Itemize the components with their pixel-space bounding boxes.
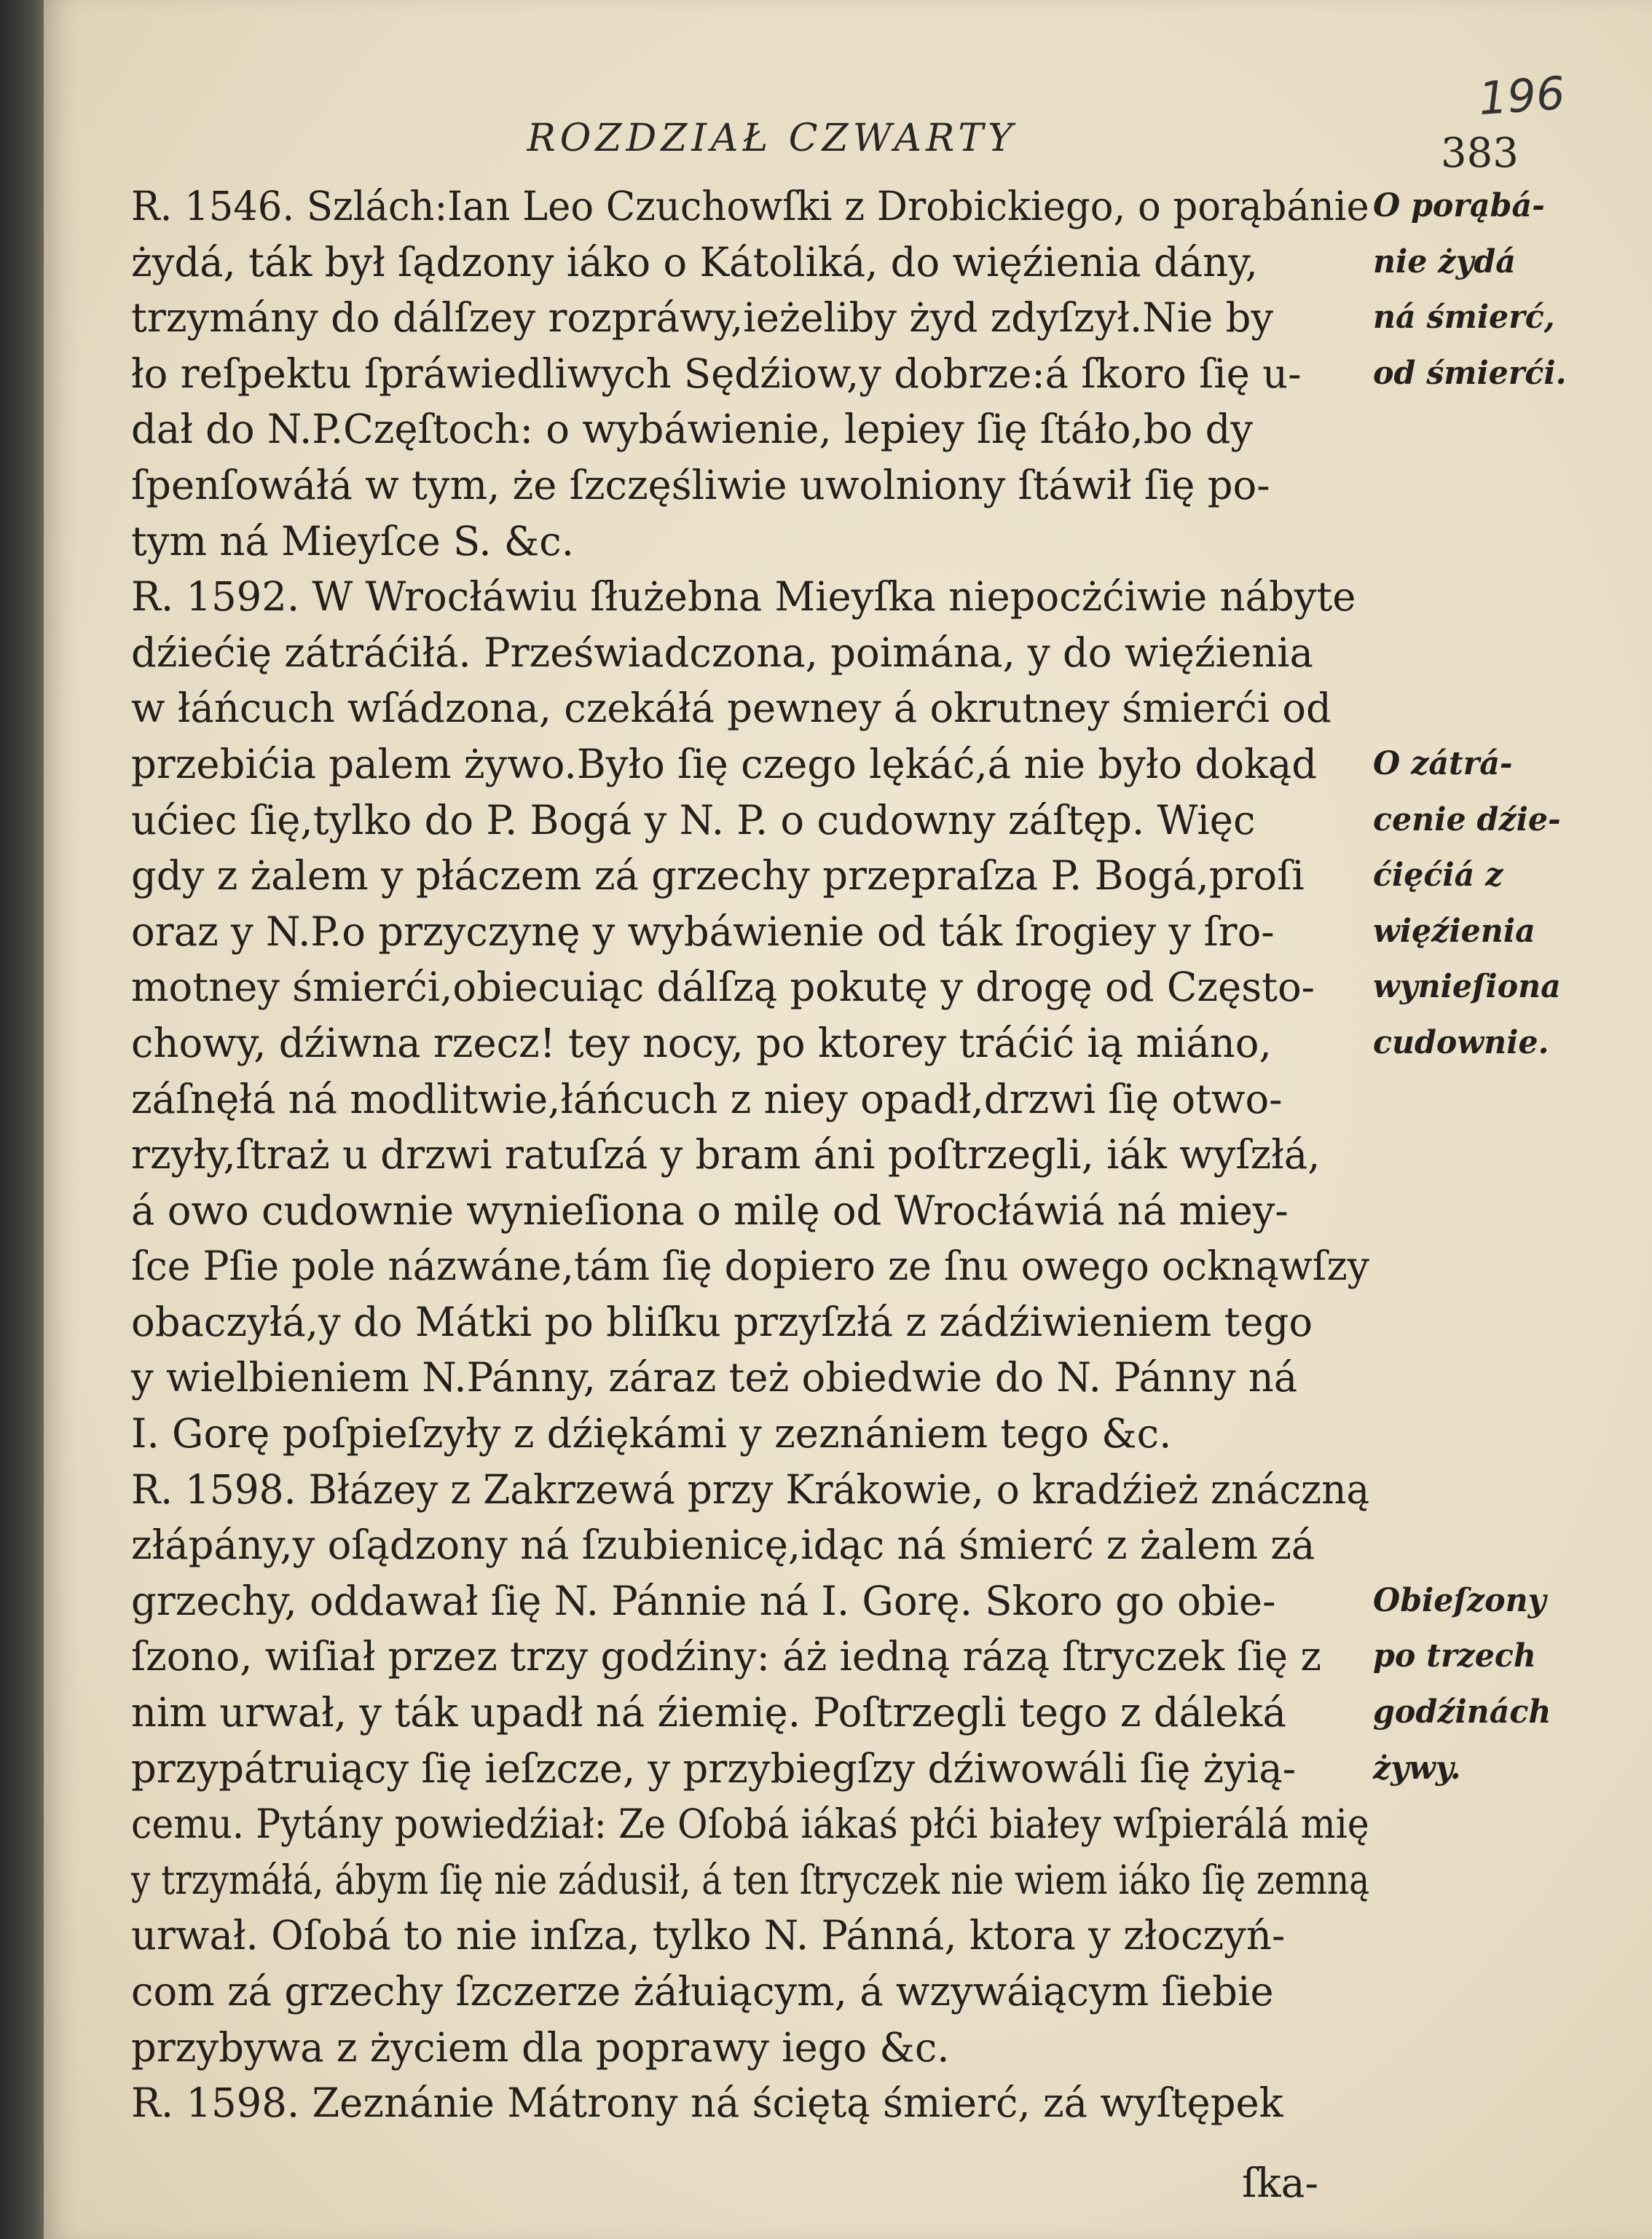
margin-note bbox=[1373, 513, 1613, 570]
margin-notes bbox=[1373, 178, 1621, 1796]
handwritten-folio-number: 196 bbox=[1476, 66, 1567, 126]
book-gutter bbox=[0, 0, 44, 2239]
margin-note bbox=[1373, 1183, 1613, 1239]
margin-note bbox=[1373, 1406, 1613, 1462]
text-line: grzechy, oddawał ſię N. Pánnie ná I. Gorę. Skoro go obie- bbox=[131, 1577, 1276, 1624]
text-line: I. Gorę poſpieſzyły z dźiękámi y zeznániem tego &c. bbox=[131, 1410, 1172, 1457]
text-line: obaczyłá,y do Mátki po bliſku przyſzłá z zádźiwieniem tego bbox=[131, 1298, 1313, 1345]
text-line: ſzono, wiſiał przez trzy godźiny: áż iedną rázą ſtryczek ſię z bbox=[131, 1633, 1322, 1680]
text-line: tym ná Mieyſce S. &c. bbox=[131, 517, 575, 564]
text-line: záſnęłá ná modlitwie,łáńcuch z niey opadł,drzwi ſię otwo- bbox=[131, 1075, 1283, 1122]
text-line: R. 1546. Szlách:Ian Leo Czuchowſki z Drobickiego, o porąbánie bbox=[131, 183, 1369, 229]
margin-note bbox=[1373, 1462, 1613, 1518]
margin-note bbox=[1373, 1238, 1613, 1294]
text-line: trzymány do dálſzey rozpráwy,ieżeliby żyd zdyſzył.Nie by bbox=[131, 294, 1274, 342]
text-line: przypátruiący ſię ieſzcze, y przybiegſzy dźiwowáli ſię żyią- bbox=[131, 1744, 1297, 1792]
text-line: oraz y N.P.o przyczynę y wybáwienie od ták ſrogiey y ſro- bbox=[131, 908, 1275, 955]
margin-note: cudownie. bbox=[1373, 1023, 1549, 1061]
margin-note bbox=[1373, 1350, 1613, 1406]
text-line: złápány,y oſądzony ná ſzubienicę,idąc ná śmierć z żalem zá bbox=[131, 1522, 1315, 1569]
book-page bbox=[44, 0, 1652, 2239]
text-line: dał do N.P.Częſtoch: o wybáwienie, lepiey ſię ſtáło,bo dy bbox=[131, 406, 1254, 453]
text-line: przebićia palem żywo.Było ſię czego lękáć,á nie było dokąd bbox=[131, 740, 1318, 787]
text-line: y trzymáłá, ábym ſię nie zádusił, á ten ſtryczek nie wiem iáko ſię zemną bbox=[131, 1856, 1370, 1903]
text-line: przybywa z życiem dla poprawy iego &c. bbox=[131, 2023, 950, 2071]
margin-note: wynieſiona bbox=[1373, 968, 1561, 1006]
text-line: R. 1598. Błázey z Zakrzewá przy Krákowie, o kradźież znáczną bbox=[131, 1465, 1370, 1513]
margin-note: więźienia bbox=[1373, 912, 1535, 950]
text-line: w łáńcuch wſádzona, czekáłá pewney á okrutney śmierći od bbox=[131, 685, 1332, 732]
margin-note: ná śmierć, bbox=[1373, 299, 1555, 337]
margin-note: po trzech bbox=[1373, 1637, 1536, 1675]
text-line: ſpenſowáłá w tym, że ſzczęśliwie uwolniony ſtáwił ſię po- bbox=[131, 461, 1270, 508]
catchword: ſka- bbox=[1242, 2160, 1319, 2206]
margin-note: od śmierći. bbox=[1373, 354, 1567, 392]
text-line: urwał. Oſobá to nie inſza, tylko N. Pánná, ktora y złoczyń- bbox=[131, 1912, 1286, 1959]
margin-note bbox=[1373, 1294, 1613, 1350]
margin-note bbox=[1373, 625, 1613, 681]
text-line: R. 1598. Zeznánie Mátrony ná ściętą śmierć, zá wyſtępek bbox=[131, 2079, 1283, 2127]
margin-note bbox=[1373, 680, 1613, 736]
margin-note bbox=[1373, 1517, 1613, 1573]
text-line: ućiec ſię,tylko do P. Bogá y N. P. o cudowny záſtęp. Więc bbox=[131, 796, 1256, 843]
body-text bbox=[131, 178, 1384, 2131]
text-line: cemu. Pytány powiedźiał: Ze Oſobá iákaś płći białey wſpierálá mię bbox=[131, 1801, 1369, 1848]
margin-note bbox=[1373, 569, 1613, 625]
text-line: dźiećię zátráćiłá. Przeświadczona, poimána, y do więźienia bbox=[131, 629, 1313, 676]
text-line: nim urwał, y ták upadł ná źiemię. Poſtrzegli tego z dáleká bbox=[131, 1689, 1286, 1736]
margin-note: O zátrá- bbox=[1373, 744, 1513, 782]
page-number: 383 bbox=[1441, 130, 1519, 177]
text-line: rzyły,ſtraż u drzwi ratuſzá y bram áni poſtrzegli, iák wyſzłá, bbox=[131, 1131, 1321, 1178]
text-line: gdy z żalem y płáczem zá grzechy przepraſza P. Bogá,proſi bbox=[131, 852, 1305, 900]
text-line: y wielbieniem N.Pánny, záraz też obiedwie do N. Pánny ná bbox=[131, 1354, 1298, 1401]
text-line: żydá, ták był ſądzony iáko o Kátoliká, do więźienia dány, bbox=[131, 238, 1258, 286]
running-head: ROZDZIAŁ CZWARTY bbox=[527, 117, 1018, 160]
text-line: chowy, dźiwna rzecz! tey nocy, po ktorey tráćić ią miáno, bbox=[131, 1019, 1272, 1066]
margin-note: ćięćiá z bbox=[1373, 857, 1503, 894]
margin-note: Obieſzony bbox=[1373, 1581, 1546, 1619]
margin-note: żywy. bbox=[1373, 1749, 1461, 1787]
margin-note bbox=[1373, 457, 1613, 513]
text-line: á owo cudownie wynieſiona o milę od Wrocłáwiá ná miey- bbox=[131, 1187, 1289, 1234]
margin-note bbox=[1373, 401, 1613, 457]
margin-note bbox=[1373, 1127, 1613, 1183]
text-line: R. 1592. W Wrocłáwiu ſłużebna Mieyſka niepocżćiwie nábyte bbox=[131, 573, 1356, 621]
margin-note: godźinách bbox=[1373, 1693, 1551, 1731]
margin-note bbox=[1373, 1071, 1613, 1128]
text-line: ſce Pſie pole názwáne,tám ſię dopiero ze ſnu owego ocknąwſzy bbox=[131, 1243, 1369, 1290]
text-line: com zá grzechy ſzczerze żáłuiącym, á wzywáiącym ſiebie bbox=[131, 1968, 1274, 2015]
text-line: ło reſpektu ſpráwiedliwych Sędźiow,y dobrze:á ſkoro ſię u- bbox=[131, 350, 1302, 397]
margin-note: nie żydá bbox=[1373, 243, 1516, 280]
margin-note: cenie dźie- bbox=[1373, 800, 1561, 838]
text-line: motney śmierći,obiecuiąc dálſzą pokutę y drogę od Często- bbox=[131, 964, 1315, 1011]
margin-note: O porąbá- bbox=[1373, 187, 1545, 224]
